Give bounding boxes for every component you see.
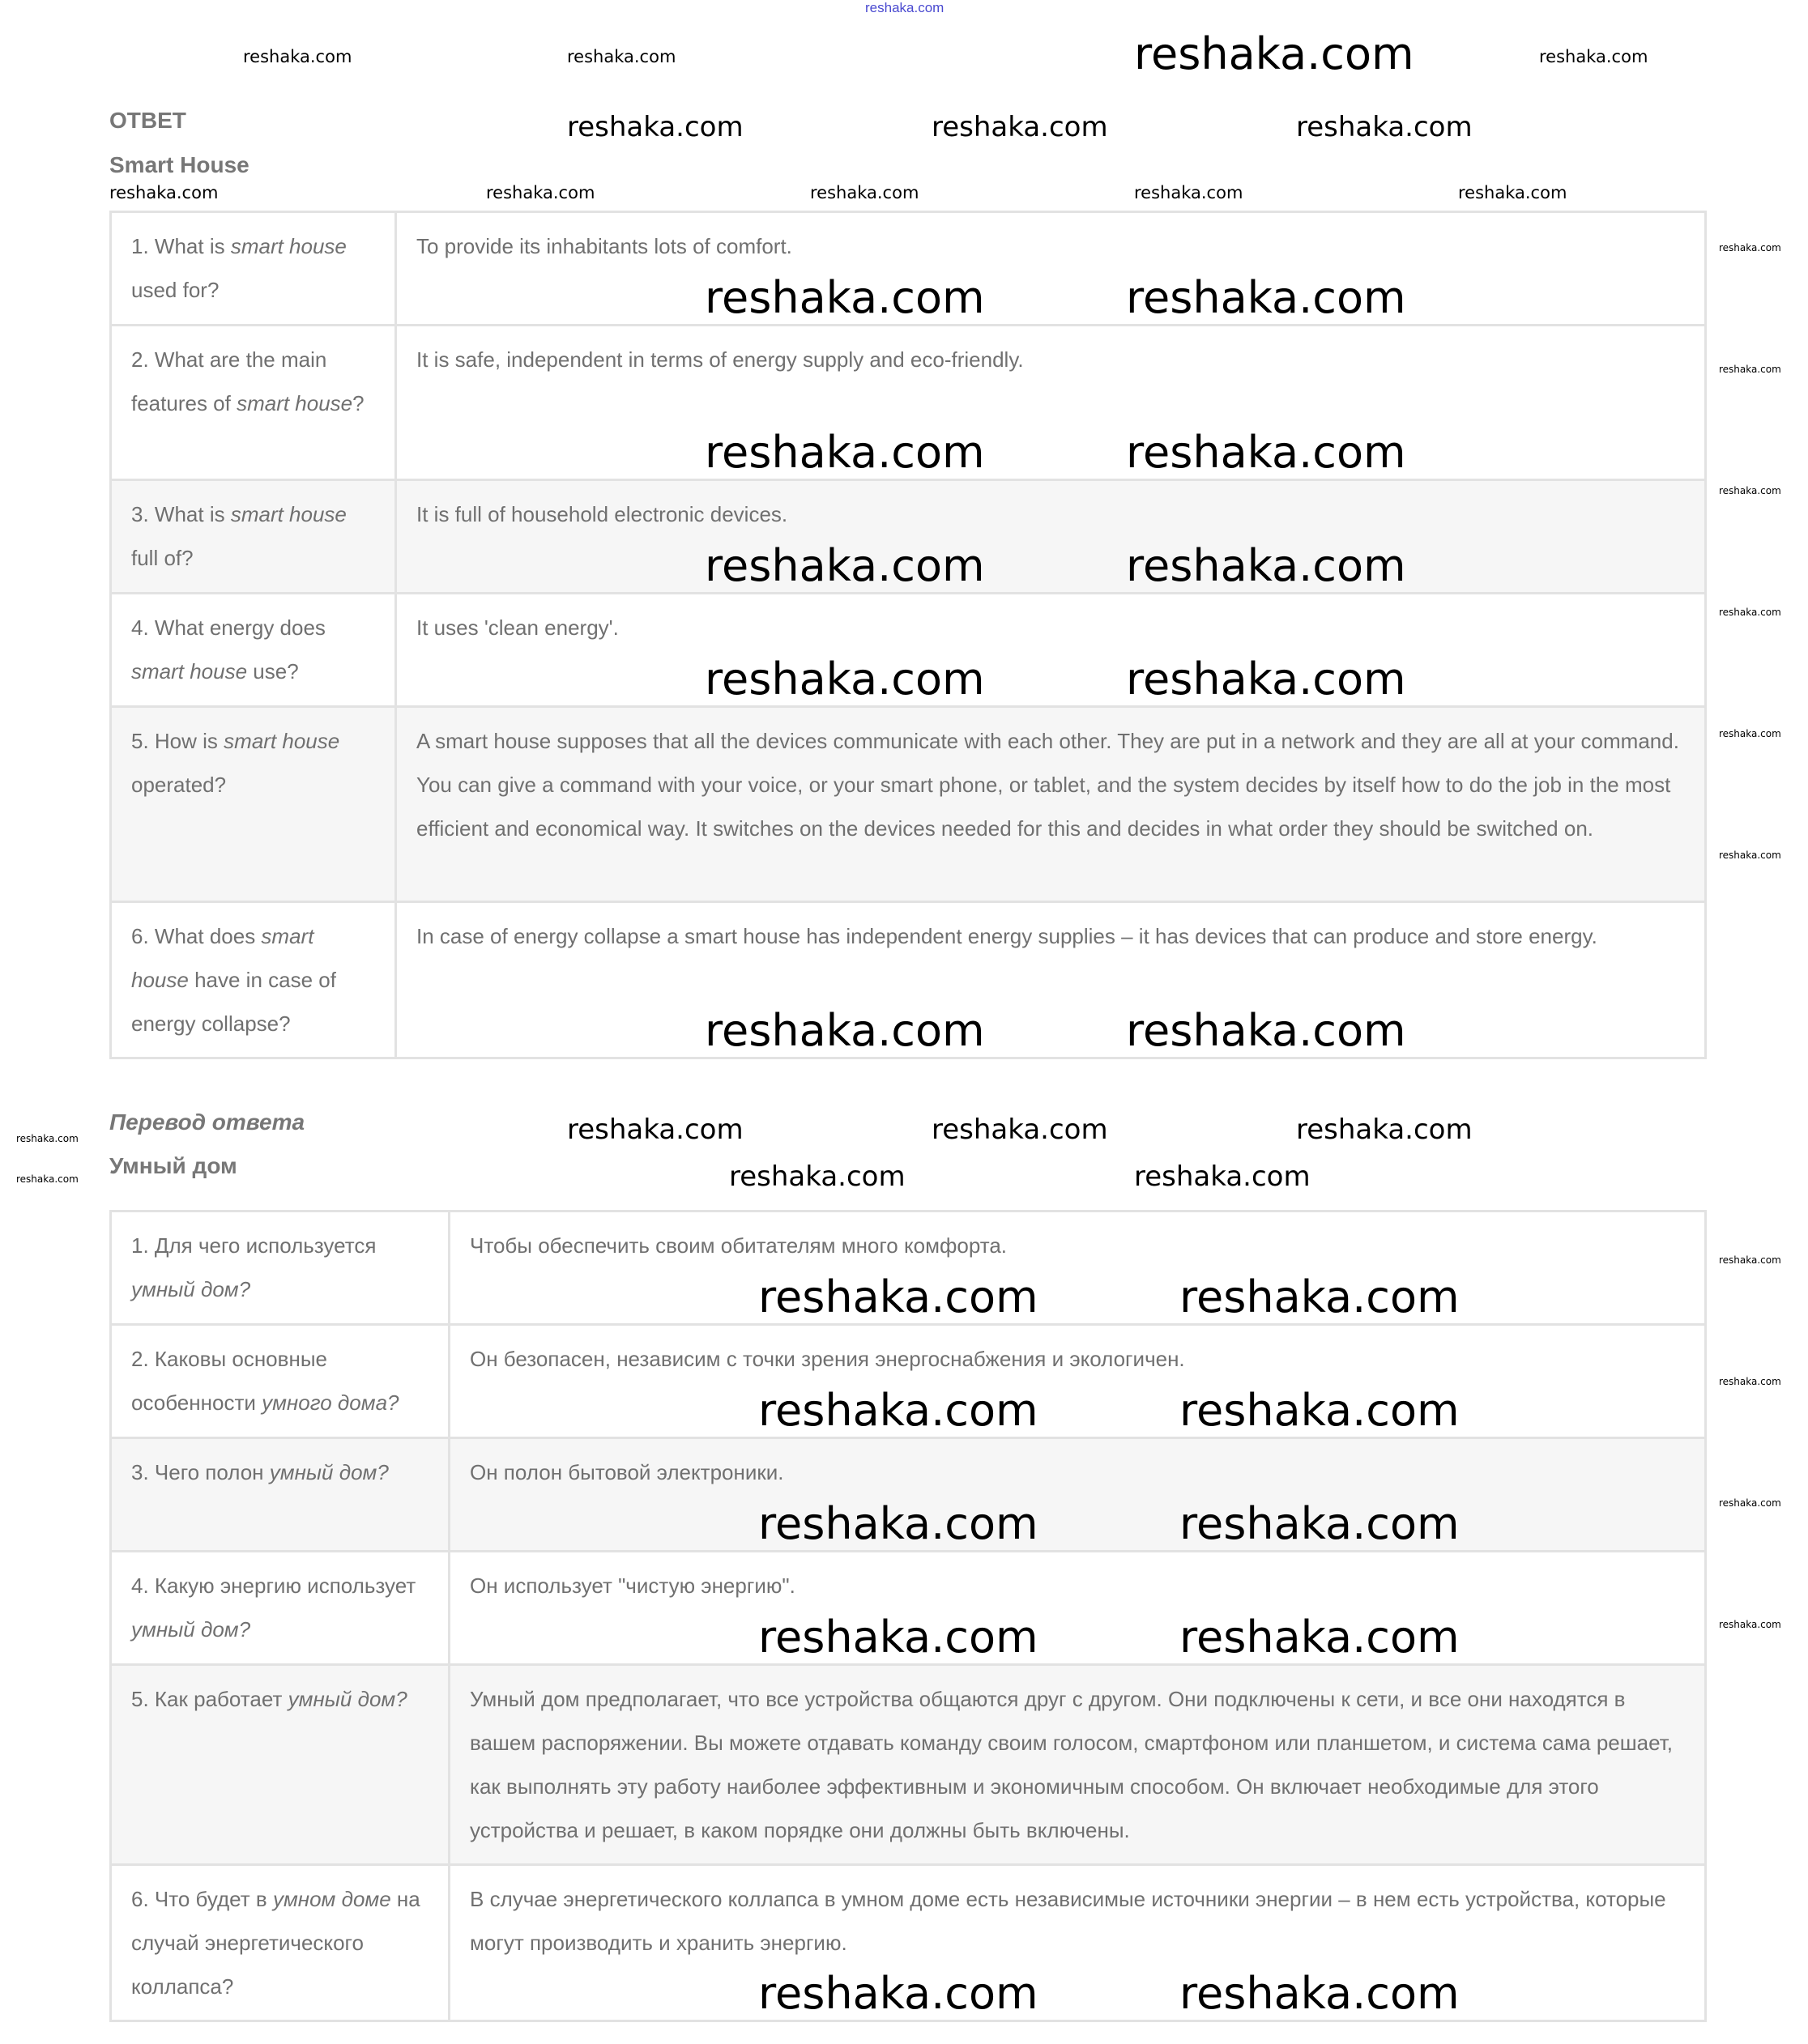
table-row	[111, 1665, 1706, 1865]
watermark: reshaka.com	[705, 1005, 985, 1056]
watermark: reshaka.com	[1126, 1005, 1406, 1056]
question-emphasis: умный дом?	[269, 1460, 389, 1484]
answer-text: It is safe, independent in terms of energy supply and eco-friendly.	[416, 347, 1024, 372]
watermark: reshaka.com	[1126, 540, 1406, 591]
watermark: reshaka.com	[1179, 1498, 1460, 1549]
question-cell	[111, 1665, 450, 1865]
question-cell	[111, 1325, 450, 1438]
watermark: reshaka.com	[758, 1498, 1038, 1549]
answer-cell	[396, 480, 1706, 594]
watermark: reshaka.com	[1719, 850, 1781, 861]
watermark: reshaka.com	[1296, 111, 1473, 143]
question-cell	[111, 1211, 450, 1325]
question-text: 1. What is	[131, 234, 231, 258]
question-cell	[111, 1552, 450, 1665]
table-row	[111, 594, 1706, 707]
watermark: reshaka.com	[1126, 654, 1406, 705]
watermark: reshaka.com	[486, 183, 595, 202]
watermark: reshaka.com	[1126, 272, 1406, 323]
watermark: reshaka.com	[705, 540, 985, 591]
question-emphasis: умный дом?	[131, 1617, 251, 1642]
watermark: reshaka.com	[1719, 607, 1781, 618]
question-text: 1. Для чего используется	[131, 1233, 377, 1258]
question-emphasis: smart house	[230, 502, 347, 526]
watermark: reshaka.com	[16, 1133, 79, 1144]
watermark: reshaka.com	[1134, 183, 1243, 202]
question-emphasis: умный дом?	[288, 1687, 407, 1711]
watermark: reshaka.com	[1179, 1271, 1460, 1322]
watermark: reshaka.com	[1719, 485, 1781, 496]
question-text: used for?	[131, 278, 220, 302]
question-text: 5. Как работает	[131, 1687, 288, 1711]
watermark: reshaka.com	[705, 272, 985, 323]
answer-text: A smart house supposes that all the devices communicate with each other. They are put in a network and they are all at your command. You can give a command with your voice, or your smart phone, or tablet, and the system decides by itself how to do the job in the most efficient and economical way. It switches on the devices needed for this and decides in what order they should be switched on.	[416, 729, 1679, 841]
question-text: 3. What is	[131, 502, 231, 526]
watermark: reshaka.com	[758, 1385, 1038, 1436]
answer-text: In case of energy collapse a smart house has independent energy supplies – it has devices that can produce and store energy.	[416, 924, 1597, 948]
watermark: reshaka.com	[1179, 1612, 1460, 1663]
translation-heading: Перевод ответа	[109, 1109, 305, 1135]
answer-cell	[396, 707, 1706, 902]
question-text: use?	[247, 659, 299, 683]
answer-text: Он полон бытовой электроники.	[470, 1460, 784, 1484]
watermark: reshaka.com	[1126, 427, 1406, 478]
table-row	[111, 1325, 1706, 1438]
question-emphasis: умного дома?	[262, 1390, 399, 1415]
watermark: reshaka.com	[1719, 1254, 1781, 1266]
question-cell	[111, 326, 396, 480]
watermark: reshaka.com	[729, 1160, 906, 1193]
watermark: reshaka.com	[932, 1114, 1108, 1146]
answer-text: Чтобы обеспечить своим обитателям много комфорта.	[470, 1233, 1008, 1258]
watermark: reshaka.com	[932, 111, 1108, 143]
answer-cell	[450, 1665, 1706, 1865]
watermark: reshaka.com	[567, 111, 744, 143]
watermark: reshaka.com	[243, 47, 352, 66]
answer-text: Он безопасен, независим с точки зрения энергоснабжения и экологичен.	[470, 1347, 1185, 1371]
question-text: have in case of energy collapse?	[131, 968, 336, 1036]
answer-cell	[450, 1325, 1706, 1438]
watermark: reshaka.com	[1539, 47, 1648, 66]
watermark: reshaka.com	[16, 1173, 79, 1185]
title-en: Smart House	[109, 152, 249, 177]
table-row	[111, 1865, 1706, 2021]
question-text: 2. What are the main features of	[131, 347, 327, 415]
question-text: на случай энергетического коллапса?	[131, 1887, 420, 1999]
watermark: reshaka.com	[1719, 242, 1781, 253]
answer-cell	[396, 212, 1706, 326]
watermark: reshaka.com	[1296, 1114, 1473, 1146]
question-text: full of?	[131, 546, 194, 570]
watermark: reshaka.com	[567, 1114, 744, 1146]
question-text: 3. Чего полон	[131, 1460, 270, 1484]
answer-cell	[450, 1211, 1706, 1325]
watermark: reshaka.com	[1179, 1385, 1460, 1436]
answer-cell	[396, 902, 1706, 1058]
answer-text: It uses 'clean energy'.	[416, 615, 619, 640]
question-cell	[111, 902, 396, 1058]
table-row	[111, 326, 1706, 480]
table-row	[111, 1552, 1706, 1665]
answer-cell	[396, 594, 1706, 707]
question-cell	[111, 480, 396, 594]
question-cell	[111, 212, 396, 326]
answer-text: To provide its inhabitants lots of comfort.	[416, 234, 792, 258]
table-row	[111, 1438, 1706, 1552]
watermark: reshaka.com	[567, 47, 676, 66]
question-cell	[111, 1865, 450, 2021]
question-text: 6. What does	[131, 924, 262, 948]
watermark: reshaka.com	[109, 183, 219, 202]
watermark: reshaka.com	[810, 183, 919, 202]
watermark: reshaka.com	[705, 654, 985, 705]
question-emphasis: умном доме	[272, 1887, 391, 1911]
watermark: reshaka.com	[1719, 364, 1781, 375]
title-ru: Умный дом	[109, 1153, 237, 1178]
answer-table-en	[109, 211, 1707, 1059]
question-emphasis: smart house	[230, 234, 347, 258]
answer-heading: ОТВЕТ	[109, 108, 186, 133]
watermark: reshaka.com	[1719, 728, 1781, 739]
watermark: reshaka.com	[1719, 1497, 1781, 1509]
watermark: reshaka.com	[1458, 183, 1567, 202]
answer-table-ru	[109, 1210, 1707, 2022]
watermark: reshaka.com	[1719, 1619, 1781, 1630]
question-cell	[111, 707, 396, 902]
question-emphasis: умный дом?	[131, 1277, 251, 1301]
question-text: 4. Какую энергию использует	[131, 1573, 416, 1598]
question-emphasis: smart house	[237, 391, 353, 415]
answer-text: Умный дом предполагает, что все устройства общаются друг с другом. Они подключены к сети, и все они находятся в вашем распоряжении. Вы можете отдавать команду своим голосом, смартфоном или планшетом, и система сама решает, как выполнять эту работу наиболее эффективным и экономичным способом. Он включает необходимые для этого устройства и решает, в каком порядке они должны быть включены.	[470, 1687, 1673, 1842]
watermark: reshaka.com	[1134, 28, 1414, 79]
question-emphasis: smart house	[131, 659, 248, 683]
watermark: reshaka.com	[1179, 1968, 1460, 2019]
table-row	[111, 212, 1706, 326]
answer-cell	[450, 1438, 1706, 1552]
answer-text: It is full of household electronic devices.	[416, 502, 788, 526]
question-text: ?	[352, 391, 365, 415]
answer-cell	[450, 1552, 1706, 1665]
table-row	[111, 902, 1706, 1058]
question-cell	[111, 594, 396, 707]
watermark: reshaka.com	[758, 1968, 1038, 2019]
question-text: 2. Каковы основные особенности	[131, 1347, 327, 1415]
question-text: operated?	[131, 773, 227, 797]
watermark: reshaka.com	[1719, 1376, 1781, 1387]
table-row	[111, 480, 1706, 594]
watermark: reshaka.com	[758, 1271, 1038, 1322]
table-row	[111, 707, 1706, 902]
question-text: 5. How is	[131, 729, 224, 753]
question-text: 4. What energy does	[131, 615, 326, 640]
answer-cell	[450, 1865, 1706, 2021]
watermark: reshaka.com	[758, 1612, 1038, 1663]
site-link[interactable]: reshaka.com	[865, 0, 945, 15]
watermark: reshaka.com	[1134, 1160, 1311, 1193]
question-cell	[111, 1438, 450, 1552]
question-text: 6. Что будет в	[131, 1887, 273, 1911]
question-emphasis: smart house	[224, 729, 340, 753]
answer-cell	[396, 326, 1706, 480]
watermark: reshaka.com	[705, 427, 985, 478]
answer-text: Он использует "чистую энергию".	[470, 1573, 795, 1598]
table-row	[111, 1211, 1706, 1325]
question-emphasis: smart house	[131, 924, 314, 992]
answer-text: В случае энергетического коллапса в умном доме есть независимые источники энергии – в нем есть устройства, которые могут производить и хранить энергию.	[470, 1887, 1666, 1955]
